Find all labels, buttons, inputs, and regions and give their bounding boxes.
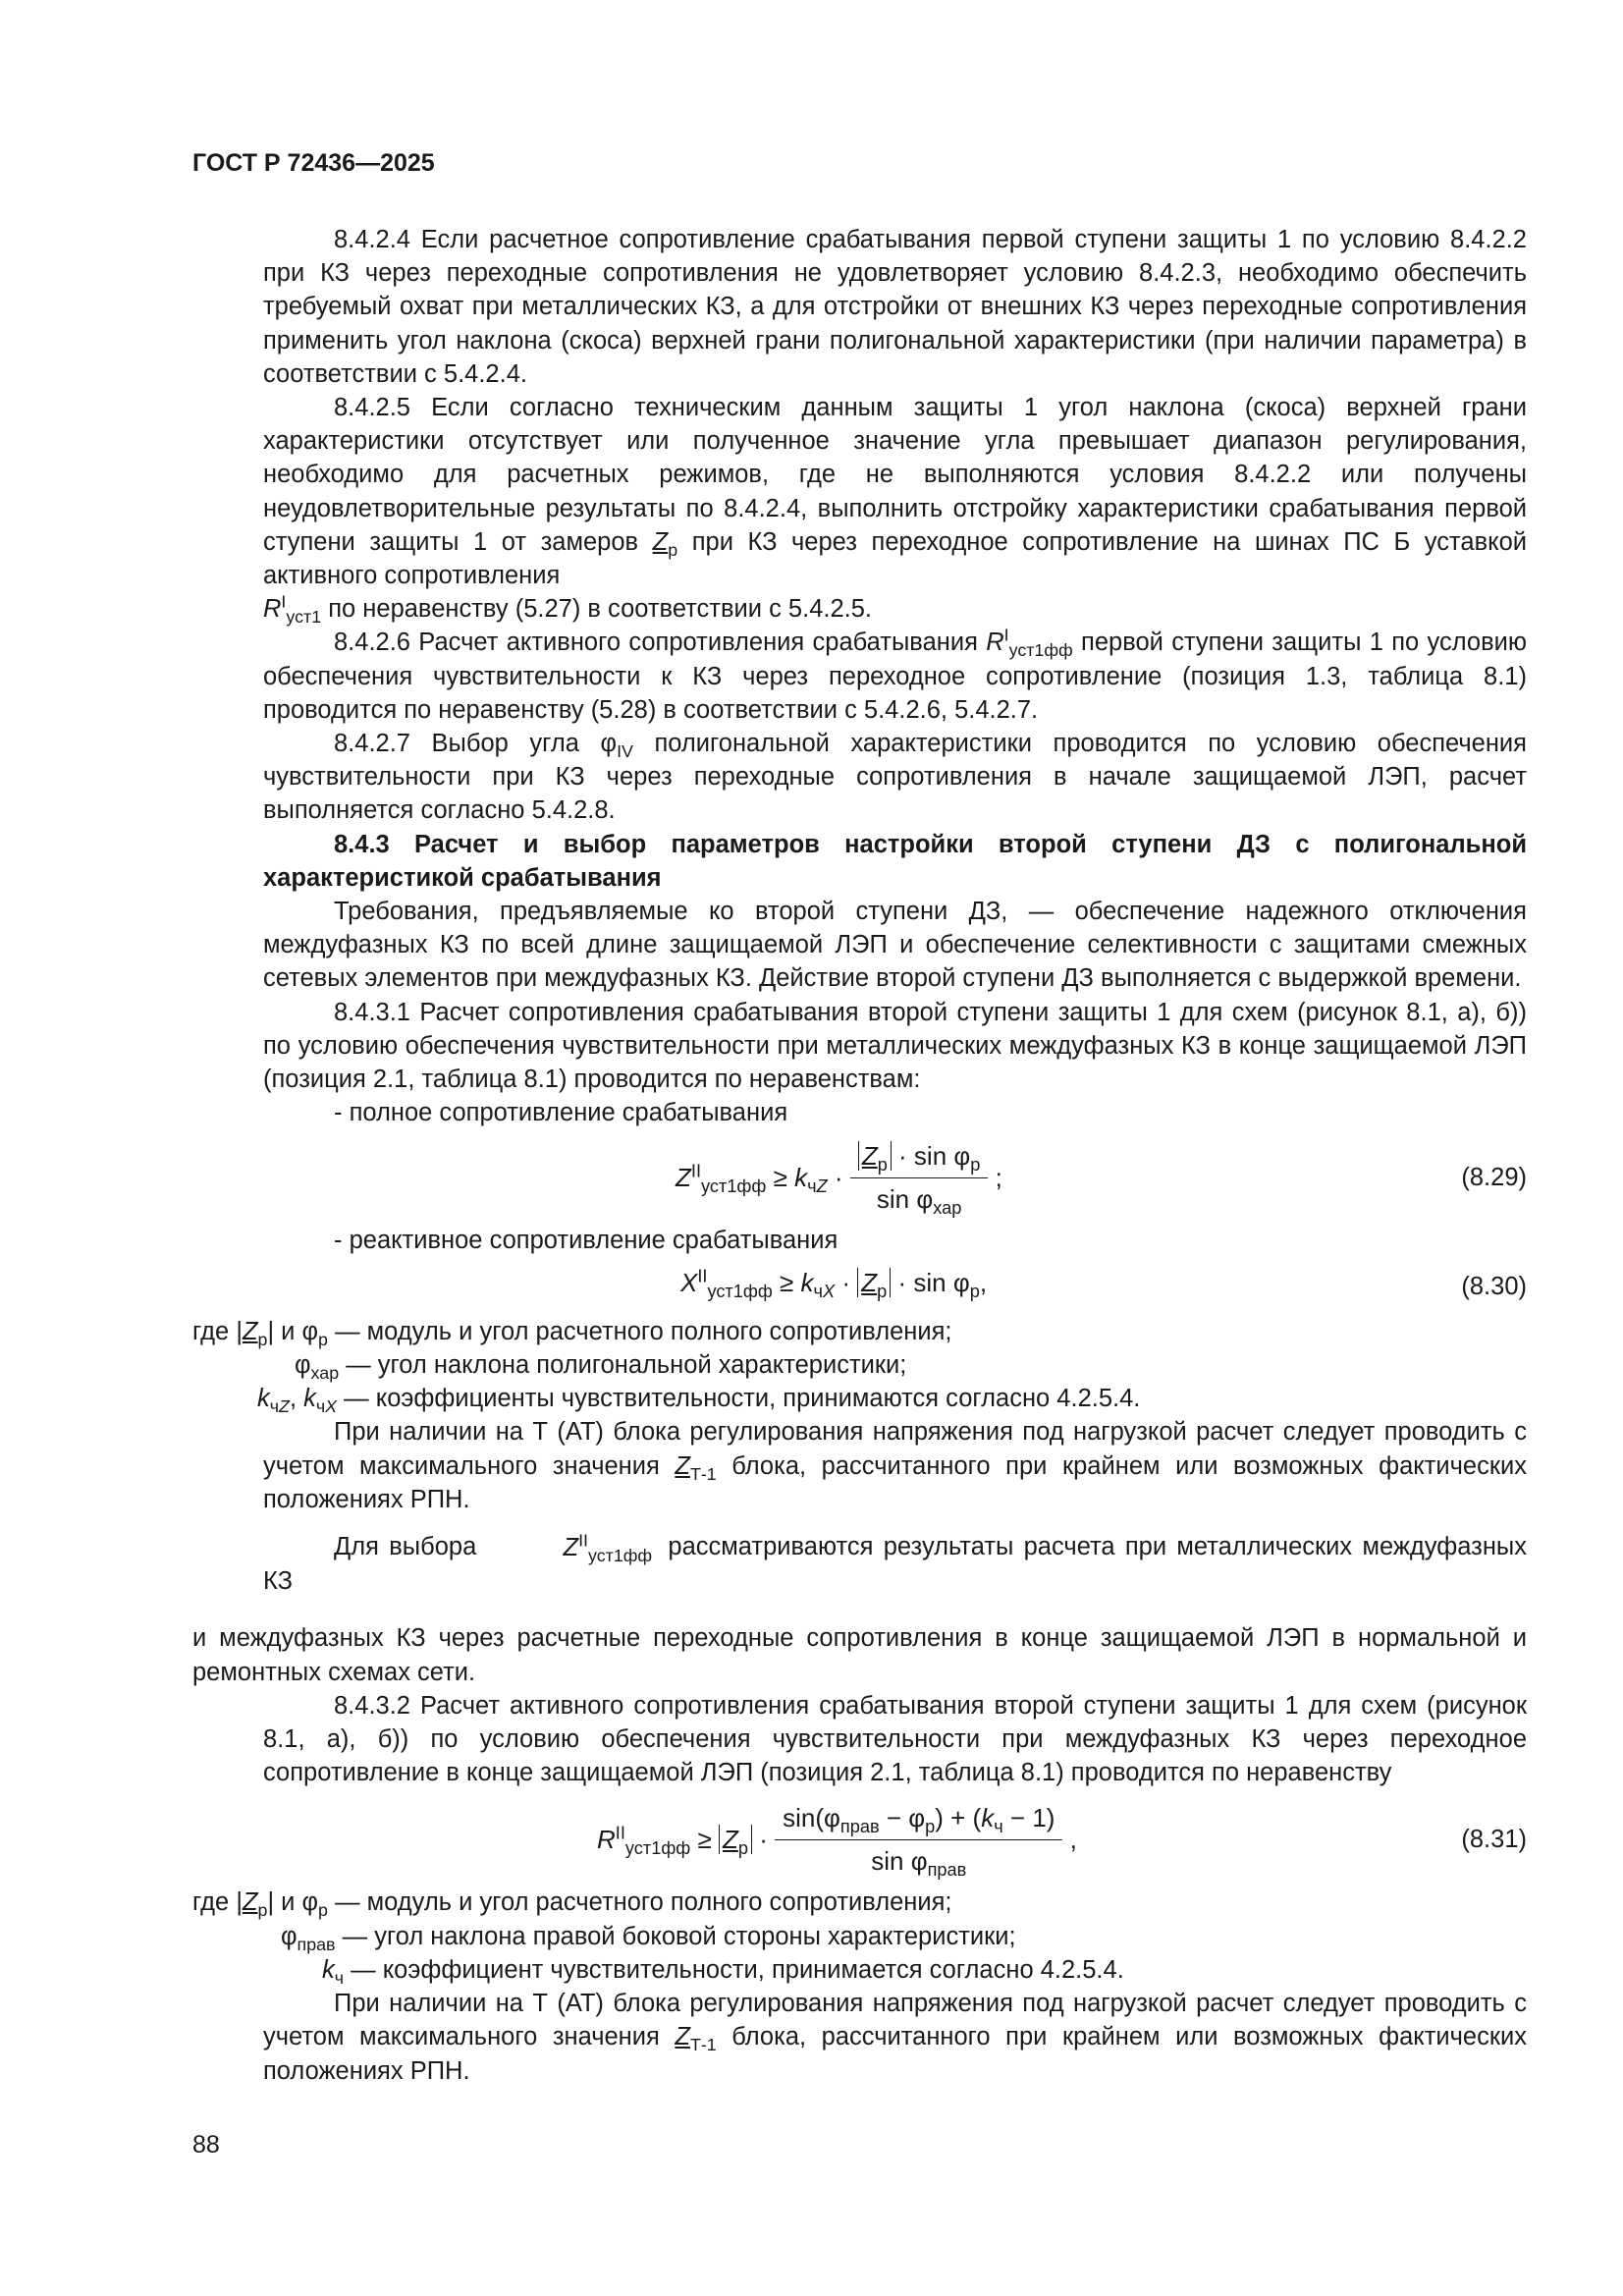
symbol-phi-iv: $\varphi_{IV}$: [600, 730, 633, 762]
paragraph-8-4-3-2: 8.4.3.2 Расчет активного сопротивления срабатывания второй ступени защиты 1 для схем (рисунок 8.1, а), б)) по условию обеспечения чувствительности при междуфазных КЗ через переходное сопротивление в конце защищаемой ЛЭП (позиция 2.1, таблица 8.1) проводится по неравенству: [263, 1691, 1527, 1787]
paragraph-8-4-2-5: 8.4.2.5 Если согласно техническим данным защиты 1 угол наклона (скоса) верхней грани характеристики отсутствует или полученное значение угла превышает диапазон регулирования, необходимо для расчетных режимов, где не выполняются условия 8.4.2.2 или получены неудовлетворительные результаты по 8.4.2.4, выполнить отстройку характеристики срабатывания первой ступени защиты 1 от замеров $Z_р$ при КЗ через переходное сопротивление на шинах ПС Б уставкой активного сопротивления $R^I_{уст1}$ по неравенству (5.27) в соответствии с 5.4.2.5.: [263, 394, 1527, 628]
symbol-z-p: Z: [652, 527, 669, 556]
formula-number-8-31: (8.31): [1461, 1826, 1527, 1854]
legend-line-k: $k_{чZ}$, $k_{чX}$ — коэффициенты чувствительности, принимаются согласно 4.2.5.4.: [257, 1385, 1141, 1417]
legend-line-phi-har: $\varphi_{хар}$ — угол наклона полигональной характеристики;: [295, 1350, 907, 1383]
list-item-full-resistance: - полное сопротивление срабатывания: [334, 1099, 788, 1127]
paragraph-choice: Для выбора $Z^{II}_{уст1фф}$ рассматриваются результаты расчета при металлических междуфазных КЗ: [263, 1530, 1527, 1596]
symbol-r-ust1ff: R: [986, 629, 1004, 657]
legend2-line-phi-prav: $\varphi_{прав}$ — угол наклона правой боковой стороны характеристики;: [281, 1922, 1016, 1954]
paragraph-8-4-3-1: 8.4.3.1 Расчет сопротивления срабатывания второй ступени защиты 1 для схем (рисунок 8.1, а), б)) по условию обеспечения чувствительности при металлических междуфазных КЗ в конце защищаемой ЛЭП (позиция 2.1, таблица 8.1) проводится по неравенствам:: [263, 998, 1527, 1094]
paragraph-8-4-2-6: 8.4.2.6 Расчет активного сопротивления срабатывания $R^I_{уст1фф}$ первой ступени защиты 1 по условию обеспечения чувствительности к КЗ через переходное сопротивление (позиция 1.3, таблица 8.1) проводится по неравенству (5.28) в соответствии с 5.4.2.6, 5.4.2.7.: [263, 625, 1527, 724]
document-body: [192, 223, 1527, 2088]
formula-8-30: $X^{II}_{уст1фф} \ge k_{чX} \cdot Z_р \cdot \sin \varphi_р$, (8.30): [263, 1258, 1527, 1315]
paragraph-requirements: Требования, предъявляемые ко второй ступени ДЗ, — обеспечение надежного отключения междуфазных КЗ по всей длине защищаемой ЛЭП и обеспечение селективности с защитами смежных сетевых элементов при междуфазных КЗ. Действие второй ступени ДЗ выполняется с выдержкой времени.: [263, 898, 1527, 993]
formula-number-8-30: (8.30): [1461, 1272, 1527, 1300]
paragraph-rpn-note-2: При наличии на Т (АТ) блока регулирования напряжения под нагрузкой расчет следует проводить с учетом максимального значения $Z_{Т-1}$ блока, рассчитанного при крайнем или возможных фактических положениях РПН.: [263, 1990, 1527, 2085]
paragraph-choice-cont: и междуфазных КЗ через расчетные переходные сопротивления в конце защищаемой ЛЭП в нормальной и ремонтных схемах сети.: [192, 1624, 1527, 1686]
legend-line-z-phi: где $|Z_р|$ и $\varphi_р$ — модуль и угол расчетного полного сопротивления;: [192, 1317, 952, 1349]
section-heading-8-4-3: 8.4.3 Расчет и выбор параметров настройки второй ступени ДЗ с полигональной характеристикой срабатывания: [263, 830, 1527, 892]
page-number: 88: [192, 2131, 220, 2159]
formula-number-8-29: (8.29): [1461, 1164, 1527, 1192]
paragraph-rpn-note-1: При наличии на Т (АТ) блока регулирования напряжения под нагрузкой расчет следует проводить с учетом максимального значения $Z_{Т-1}$ блока, рассчитанного при крайнем или возможных фактических положениях РПН.: [263, 1418, 1527, 1513]
paragraph-8-4-2-4: 8.4.2.4 Если расчетное сопротивление срабатывания первой ступени защиты 1 по условию 8.4.2.2 при КЗ через переходные сопротивления не удовлетворяет условию 8.4.2.3, необходимо обеспечить требуемый охват при металлических КЗ, а для отстройки от внешних КЗ через переходные сопротивления применить угол наклона (скоса) верхней грани полигональной характеристики (при наличии параметра) в соответствии с 5.4.2.4.: [263, 226, 1527, 388]
paragraph-8-4-2-7: 8.4.2.7 Выбор угла $\varphi_{IV}$ полигональной характеристики проводится по условию обеспечения чувствительности при КЗ через переходные сопротивления в начале защищаемой ЛЭП, расчет выполняется согласно 5.4.2.8.: [263, 730, 1527, 825]
formula-8-29: $Z^{II}_{уст1фф} \ge k_{чZ}$ · $\frac{Z_р \cdot \sin \varphi_р}{\sin \varphi_{хар}}$ ; (8.29): [676, 1141, 1527, 1218]
legend2-line-k: $k_ч$ — коэффициент чувствительности, принимается согласно 4.2.5.4.: [322, 1955, 1124, 1988]
document-header: ГОСТ Р 72436—2025: [192, 149, 435, 177]
formula-8-31: $R^{II}_{уст1фф} \ge Z_р$ · $\frac{\sin(\varphi_{прав} - \varphi_р) + (k_ч - 1)}{\sin \varphi_{прав}}$ , (8.31): [597, 1803, 1527, 1880]
legend2-line-z-phi: где $|Z_р|$ и $\varphi_р$ — модуль и угол расчетного полного сопротивления;: [192, 1888, 952, 1921]
symbol-r-ust1: R: [263, 595, 282, 624]
list-item-reactive-resistance: - реактивное сопротивление срабатывания: [334, 1227, 839, 1255]
